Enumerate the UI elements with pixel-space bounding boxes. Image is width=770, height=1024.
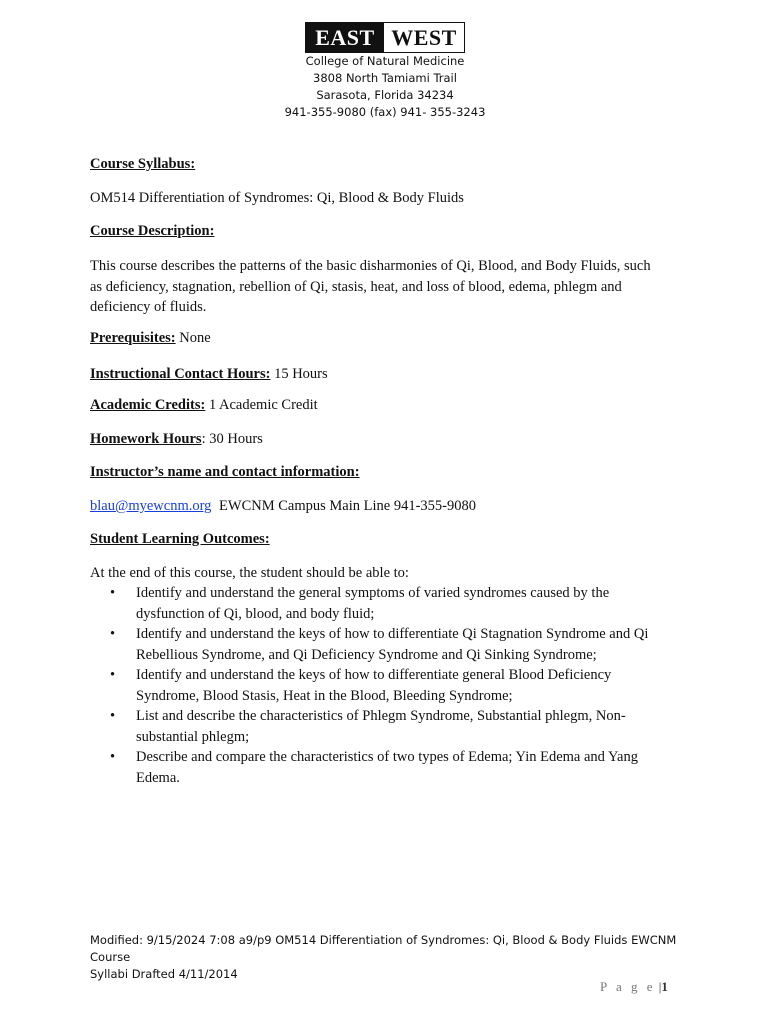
outcome-line: Identify and understand the keys of how to differentiate general Blood Deficiency	[136, 667, 612, 683]
instructor-email-link[interactable]: blau@myewcnm.org	[90, 498, 212, 514]
outcomes-intro: At the end of this course, the student should be able to:	[90, 565, 409, 581]
logo-east: EAST	[306, 23, 384, 52]
outcome-line: Rebellious Syndrome, and Qi Deficiency Syndrome and Qi Sinking Syndrome;	[136, 646, 597, 663]
outcome-line: substantial phlegm;	[136, 728, 250, 745]
contact-hours-label: Instructional Contact Hours:	[90, 366, 271, 382]
page-label: P a g e	[600, 979, 656, 994]
college-name: College of Natural Medicine	[305, 54, 465, 68]
bullet-icon: •	[110, 749, 116, 765]
list-item	[90, 747, 690, 788]
list-item	[90, 706, 690, 747]
street-address: 3808 North Tamiami Trail	[313, 71, 457, 85]
outcome-line: Syndrome, Blood Stasis, Heat in the Blood, Bleeding Syndrome;	[136, 687, 513, 704]
east-west-logo	[305, 22, 465, 53]
bullet-icon: •	[110, 708, 116, 724]
course-title: OM514 Differentiation of Syndromes: Qi, Blood & Body Fluids	[90, 190, 464, 206]
logo-west: WEST	[384, 23, 464, 52]
city-address: Sarasota, Florida 34234	[316, 88, 454, 102]
course-description	[90, 256, 690, 318]
footer-line: Modified: 9/15/2024 7:08 a9/p9 OM514 Differentiation of Syndromes: Qi, Blood & Body Fluids EWCNM Course	[90, 933, 677, 964]
bullet-icon: •	[110, 585, 116, 601]
page-separator: |	[658, 979, 662, 994]
list-item	[90, 624, 690, 665]
page-number-value: 1	[661, 979, 668, 994]
outcome-line: Edema.	[136, 769, 180, 786]
page-number	[600, 979, 668, 995]
page-footer	[90, 932, 690, 983]
list-item	[90, 665, 690, 706]
course-description-heading: Course Description:	[90, 223, 215, 239]
outcome-line: Identify and understand the keys of how to differentiate Qi Stagnation Syndrome and Qi	[136, 626, 649, 642]
footer-line: Syllabi Drafted 4/11/2014	[90, 967, 238, 981]
learning-outcomes-heading: Student Learning Outcomes:	[90, 531, 270, 547]
instructor-contact-text: EWCNM Campus Main Line 941-355-9080	[219, 498, 476, 514]
prerequisites-label: Prerequisites:	[90, 330, 176, 346]
outcome-line: Describe and compare the characteristics of two types of Edema; Yin Edema and Yang	[136, 749, 638, 765]
contact-hours-value: 15 Hours	[274, 366, 328, 382]
description-line: This course describes the patterns of the basic disharmonies of Qi, Blood, and Body Fluids, such	[90, 258, 651, 274]
instructor-heading: Instructor’s name and contact information:	[90, 464, 360, 480]
description-line: deficiency of fluids.	[90, 299, 207, 315]
prerequisites-value: None	[179, 330, 211, 346]
list-item	[90, 583, 690, 624]
outcome-line: Identify and understand the general symptoms of varied syndromes caused by the	[136, 585, 610, 601]
credits-value: 1 Academic Credit	[208, 397, 318, 413]
outcome-line: dysfunction of Qi, blood, and body fluid;	[136, 605, 375, 622]
outcomes-list	[90, 583, 690, 788]
homework-hours	[90, 431, 263, 448]
phone-fax: 941-355-9080 (fax) 941- 355-3243	[284, 105, 486, 119]
homework-label: Homework Hours	[90, 431, 202, 447]
outcome-line: List and describe the characteristics of Phlegm Syndrome, Substantial phlegm, Non-	[136, 708, 626, 724]
bullet-icon: •	[110, 667, 116, 683]
bullet-icon: •	[110, 626, 116, 642]
credits-label: Academic Credits:	[90, 397, 206, 413]
academic-credits	[90, 397, 318, 414]
prerequisites	[90, 330, 211, 347]
homework-value: : 30 Hours	[201, 431, 263, 447]
instructor-contact	[90, 498, 476, 515]
course-syllabus-heading: Course Syllabus:	[90, 156, 196, 172]
description-line: as deficiency, stagnation, rebellion of Qi, stasis, heat, and loss of blood, edema, phlegm and	[90, 278, 622, 295]
contact-hours	[90, 366, 328, 383]
